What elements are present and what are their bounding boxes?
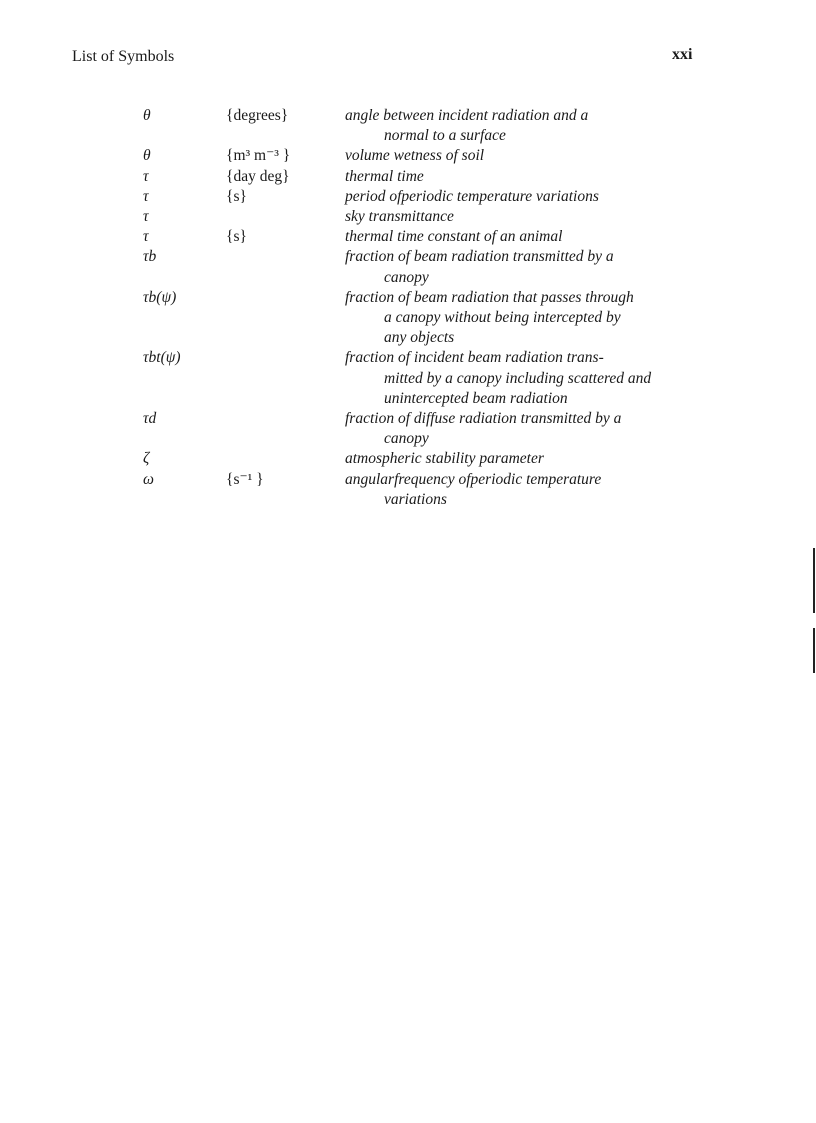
symbol: ω	[143, 470, 154, 488]
symbol-unit: {s⁻¹ }	[226, 470, 264, 488]
symbol: τ	[143, 208, 149, 226]
description-line: variations	[384, 490, 447, 508]
description-line: thermal time constant of an animal	[345, 228, 563, 246]
symbol-row	[0, 106, 816, 146]
description-line: fraction of beam radiation transmitted by a	[345, 248, 614, 266]
symbol-unit: {day deg}	[226, 167, 290, 185]
symbol: τb	[143, 248, 157, 266]
right-edge-mark	[813, 548, 815, 613]
symbol-description	[345, 247, 725, 287]
symbol-row	[0, 288, 816, 349]
symbol: τd	[143, 410, 157, 428]
symbol: ζ	[143, 450, 150, 468]
symbol-row	[0, 227, 816, 247]
symbol-row	[0, 470, 816, 510]
description-line: angle between incident radiation and a	[345, 107, 589, 124]
symbol-description	[345, 348, 725, 409]
symbol-description	[345, 470, 725, 510]
symbol-row	[0, 247, 816, 287]
symbol-description	[345, 409, 725, 449]
symbol: τbt(ψ)	[143, 349, 181, 367]
symbol-row	[0, 146, 816, 166]
symbol-row	[0, 207, 816, 227]
description-line: atmospheric stability parameter	[345, 450, 544, 468]
symbol-description	[345, 167, 725, 187]
description-line: fraction of incident beam radiation trans-	[345, 349, 604, 367]
description-line: angularfrequency ofperiodic temperature	[345, 470, 602, 488]
symbol: τ	[143, 228, 149, 246]
description-line: mitted by a canopy including scattered and	[384, 369, 652, 387]
symbol: τ	[143, 187, 149, 205]
description-line: period ofperiodic temperature variations	[345, 187, 599, 205]
symbol-description	[345, 146, 725, 166]
description-line: thermal time	[345, 167, 424, 185]
symbol-unit: {s}	[226, 187, 247, 205]
description-line: normal to a surface	[384, 127, 506, 145]
symbol: θ	[143, 107, 151, 124]
description-line: fraction of diffuse radiation transmitted by a	[345, 410, 622, 428]
symbol-row	[0, 409, 816, 449]
description-line: a canopy without being intercepted by	[384, 309, 621, 327]
symbol-unit: {s}	[226, 228, 247, 246]
symbol-description	[345, 227, 725, 247]
symbol-row	[0, 187, 816, 207]
page-number: xxi	[672, 46, 693, 63]
symbol: τ	[143, 167, 149, 185]
description-line: any objects	[384, 329, 455, 347]
symbol-description	[345, 207, 725, 227]
description-line: volume wetness of soil	[345, 147, 485, 165]
symbol-unit: {degrees}	[226, 107, 289, 124]
symbol-row	[0, 449, 816, 469]
page-header-title: List of Symbols	[72, 48, 175, 65]
symbol-list	[0, 106, 816, 510]
description-line: canopy	[384, 430, 429, 448]
description-line: sky transmittance	[345, 208, 454, 226]
symbol-unit: {m³ m⁻³ }	[226, 147, 291, 165]
description-line: unintercepted beam radiation	[384, 389, 568, 407]
symbol: θ	[143, 147, 151, 165]
symbol-description	[345, 449, 725, 469]
symbol: τb(ψ)	[143, 288, 177, 306]
symbol-row	[0, 167, 816, 187]
symbol-description	[345, 187, 725, 207]
symbol-description	[345, 106, 725, 146]
description-line: canopy	[384, 268, 429, 286]
symbol-row	[0, 348, 816, 409]
description-line: fraction of beam radiation that passes through	[345, 288, 634, 306]
right-edge-mark	[813, 628, 815, 673]
symbol-description	[345, 288, 725, 349]
